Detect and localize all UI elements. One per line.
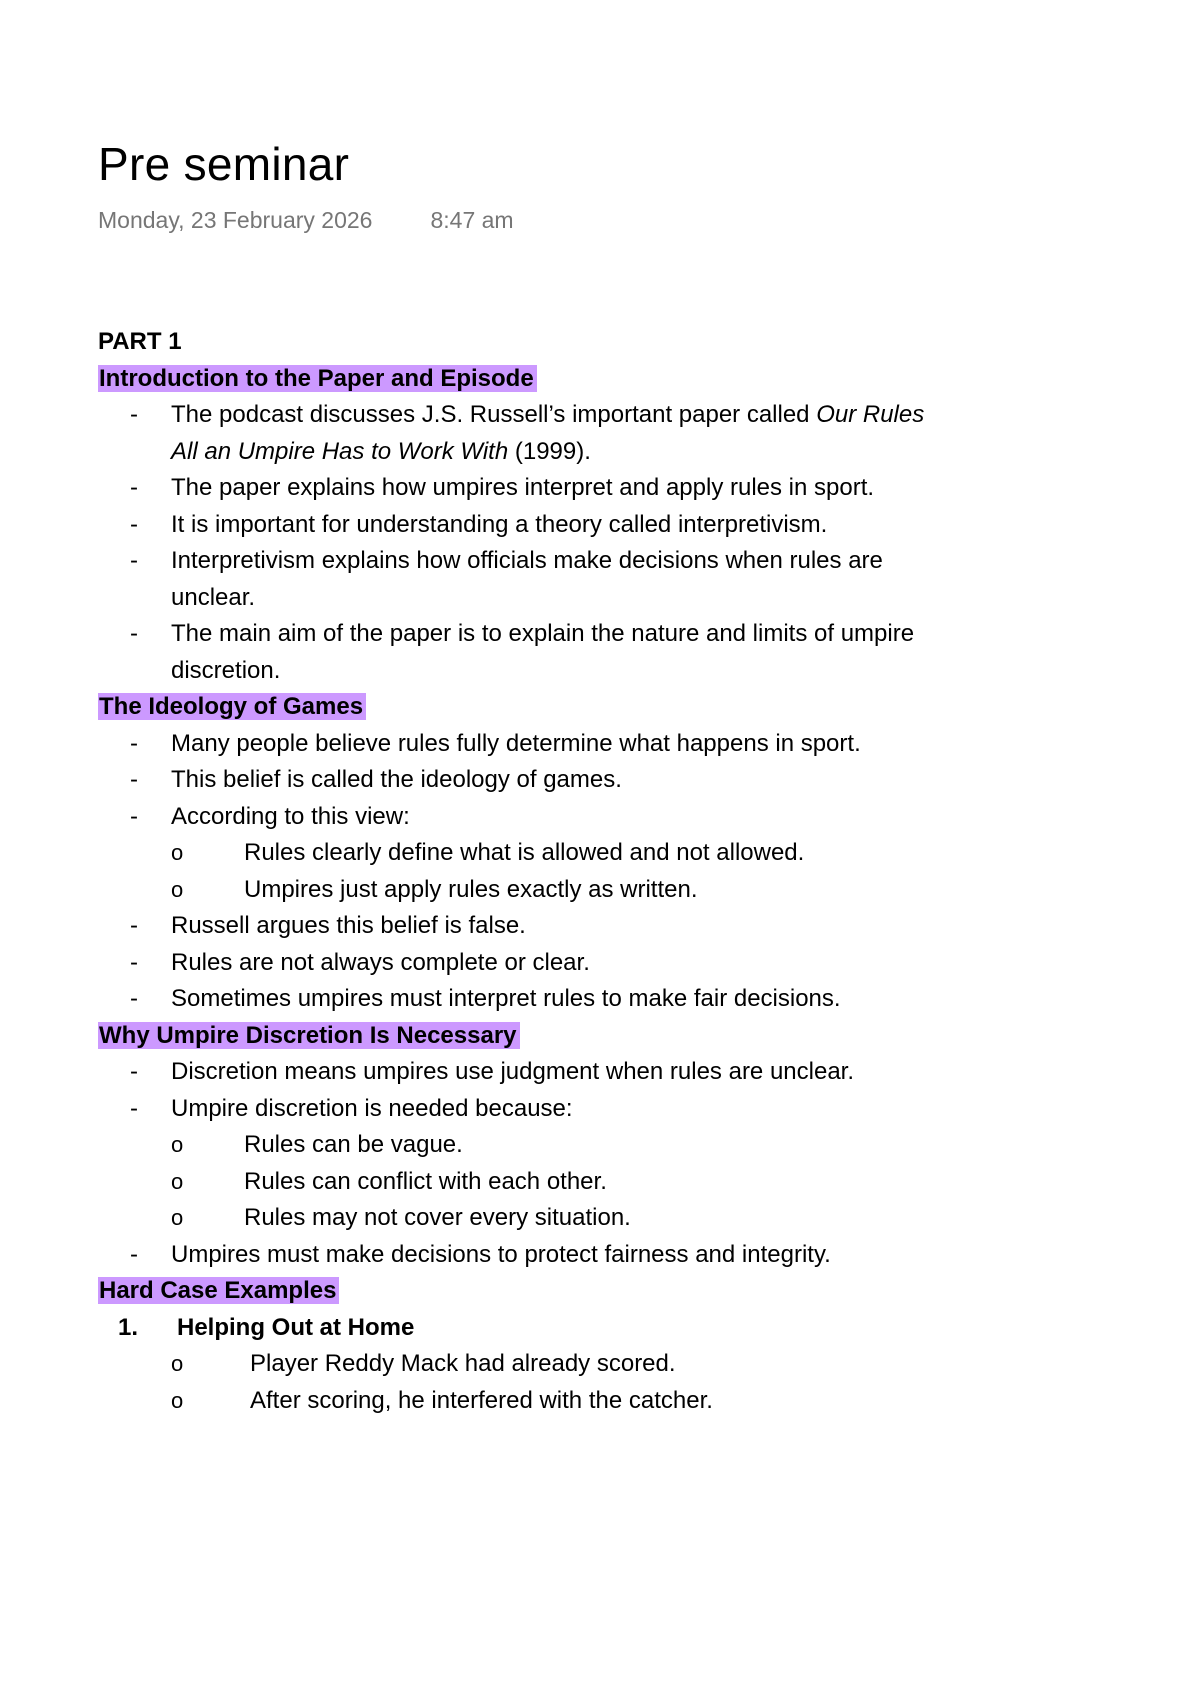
list-item: o Rules can conflict with each other. — [171, 1167, 607, 1195]
discretion-sub-list — [171, 1127, 951, 1237]
note-date: Monday, 23 February 2026 — [98, 207, 373, 233]
list-item: - Many people believe rules fully determine what happens in sport. — [130, 729, 861, 757]
list-item: o Rules clearly define what is allowed and not allowed. — [171, 839, 805, 866]
part-label: PART 1 — [98, 328, 182, 355]
list-item: 1. Helping Out at Home o Player Reddy Mack had already scored. o After scoring, he interfered with the catcher. — [98, 1310, 1138, 1420]
note-page — [98, 0, 1138, 1582]
note-time: 8:47 am — [430, 207, 514, 233]
list-item: - The paper explains how umpires interpret and apply rules in sport. — [130, 474, 875, 501]
intro-bullet-list — [98, 397, 1138, 689]
note-body[interactable] — [98, 324, 1138, 1419]
section-heading-hard-cases: Hard Case Examples — [98, 1273, 1138, 1310]
note-timestamp — [98, 204, 514, 236]
hard-case-sub-list — [171, 1346, 1138, 1419]
discretion-bullet-list — [98, 1054, 1138, 1273]
section-heading-ideology: The Ideology of Games — [98, 689, 1138, 726]
list-item: o Rules may not cover every situation. — [171, 1204, 631, 1231]
list-item: - The main aim of the paper is to explain the nature and limits of umpire discretion. — [130, 620, 915, 684]
list-item: - Interpretivism explains how officials make decisions when rules are unclear. — [130, 547, 883, 611]
ideology-sub-list — [171, 835, 951, 908]
list-item: - It is important for understanding a theory called interpretivism. — [130, 510, 828, 538]
hard-case-list — [98, 1310, 1138, 1420]
list-item: o Player Reddy Mack had already scored. — [171, 1350, 676, 1377]
list-item: - According to this view: o Rules clearly define what is allowed and not allowed. o Umpires just apply rules exactly as written. — [98, 799, 951, 909]
page-title: Pre seminar — [98, 138, 350, 190]
list-item: o Rules can be vague. — [171, 1131, 463, 1158]
section-heading-intro: Introduction to the Paper and Episode — [98, 361, 1138, 398]
paper-title: Our Rules All an Umpire Has to Work With — [171, 401, 925, 465]
list-item: - Rules are not always complete or clear. — [130, 948, 590, 976]
list-item: o Umpires just apply rules exactly as written. — [171, 875, 698, 903]
list-item: - Sometimes umpires must interpret rules to make fair decisions. — [130, 985, 841, 1012]
list-item: - The podcast discusses J.S. Russell’s important paper called Our Rules All an Umpire Has to Work With (1999). — [130, 401, 925, 465]
list-item: - Umpire discretion is needed because: o Rules can be vague. o Rules can conflict with each other. o Rules may not cover every situation. — [98, 1091, 951, 1237]
list-item: - Umpires must make decisions to protect fairness and integrity. — [130, 1240, 831, 1268]
list-item: - This belief is called the ideology of games. — [130, 766, 622, 793]
list-item: o After scoring, he interfered with the catcher. — [171, 1386, 713, 1414]
section-heading-discretion: Why Umpire Discretion Is Necessary — [98, 1018, 1138, 1055]
ideology-bullet-list — [98, 726, 1138, 1018]
list-item: - Discretion means umpires use judgment when rules are unclear. — [130, 1058, 855, 1085]
list-item: - Russell argues this belief is false. — [130, 912, 526, 939]
